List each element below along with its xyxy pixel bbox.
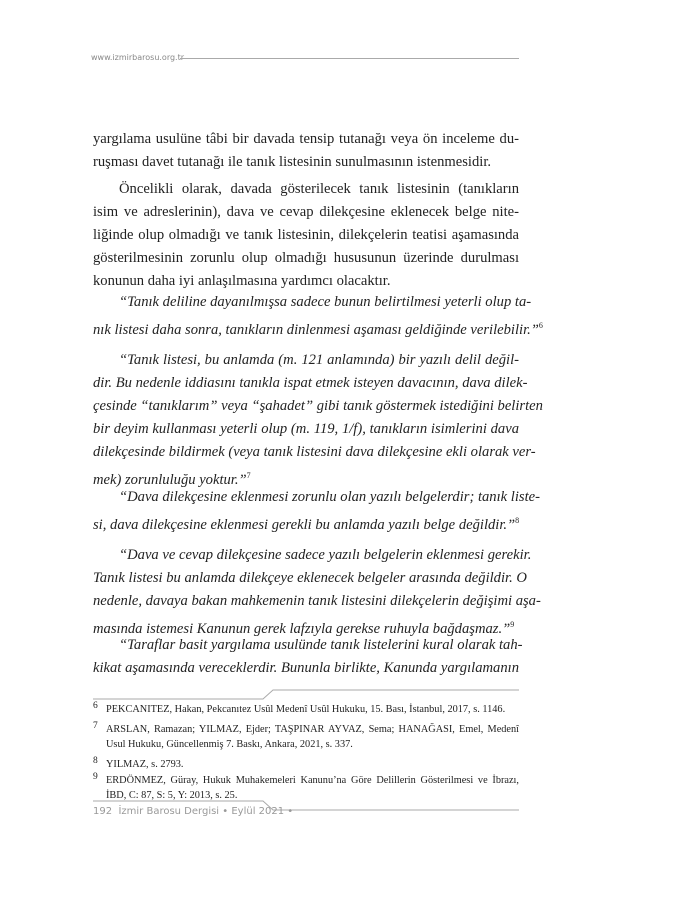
footnote-number: 7 xyxy=(93,721,98,731)
text-line xyxy=(93,372,528,395)
text-line xyxy=(93,418,519,441)
footnote-separator xyxy=(93,688,519,700)
text-line xyxy=(93,224,519,247)
text-line xyxy=(93,544,532,567)
text-line xyxy=(93,178,519,201)
text-line xyxy=(93,567,527,590)
line-text: “Dava ve cevap dilekçesine sadece yazılı belgelerin eklenmesi gerekir. xyxy=(119,547,532,563)
text-line xyxy=(93,128,519,151)
line-text: Öncelikli olarak, davada gösterilecek tanık listesinin (tanıkların xyxy=(119,181,519,197)
text-line xyxy=(93,486,540,509)
text-line xyxy=(93,247,519,270)
text-line xyxy=(93,464,519,487)
line-text: yargılama usulüne tâbi bir davada tensip tutanağı veya ön inceleme du- xyxy=(93,131,519,147)
paragraph xyxy=(93,634,523,680)
text-line xyxy=(93,441,536,464)
header-url: www.izmirbarosu.org.tr xyxy=(91,53,185,62)
line-text: “Tanık listesi, bu anlamda (m. 121 anlamında) bir yazılı delil değil- xyxy=(119,352,519,368)
footnote xyxy=(93,722,519,752)
footnote-ref[interactable]: 8 xyxy=(515,516,520,525)
paragraph xyxy=(93,486,540,533)
text-line xyxy=(93,634,523,657)
line-text: isim ve adreslerinin), dava ve cevap dilekçesine eklenecek belge nite- xyxy=(93,204,519,220)
line-text: nık listesi daha sonra, tanıkların dinlenmesi aşaması geldiğinde verilebilir.” xyxy=(93,321,539,338)
text-line xyxy=(93,314,543,338)
line-text: mek) zorunluluğu yoktur.” xyxy=(93,471,247,488)
footnote-number: 8 xyxy=(93,756,98,766)
text-line xyxy=(93,657,519,680)
line-text: dir. Bu nedenle iddiasını tanıkla ispat etmek isteyen davacının, dava dilek- xyxy=(93,375,528,391)
paragraph xyxy=(93,291,543,338)
line-text: dilekçesinde bildirmek (veya tanık listesini dava dilekçesine ekli olarak ver- xyxy=(93,444,536,460)
text-line xyxy=(93,395,543,418)
footnote-number: 6 xyxy=(93,701,98,711)
line-text: si, dava dilekçesine eklenmesi gerekli bu anlamda yazılı belge değildir.” xyxy=(93,516,516,533)
footnote xyxy=(93,757,519,772)
line-text: masında istemesi Kanunun gerek lafzıyla gerekse ruhuyla bağdaşmaz.” xyxy=(93,620,511,637)
line-text: “Dava dilekçesine eklenmesi zorunlu olan yazılı belgelerdir; tanık liste- xyxy=(119,489,540,505)
page-number: 192 xyxy=(93,806,113,817)
paragraph xyxy=(93,544,541,637)
footnote-text: YILMAZ, s. 2793. xyxy=(106,759,184,770)
text-line xyxy=(93,349,519,372)
text-line xyxy=(93,613,519,636)
line-text: “Taraflar basit yargılama usulünde tanık listelerini kural olarak tah- xyxy=(119,637,523,653)
line-text: bir deyim kullanması yeterli olup (m. 119, 1/f), tanıkların isimlerini dava xyxy=(93,421,519,437)
text-line xyxy=(93,291,532,314)
text-line xyxy=(93,590,541,613)
text-line xyxy=(93,509,519,532)
footnote-text: ARSLAN, Ramazan; YILMAZ, Ejder; TAŞPINAR AYVAZ, Sema; HANAĞASI, Emel, Medenî Usul Hukuku, Güncellenmiş 7. Baskı, Ankara, 2021, s. 337. xyxy=(106,724,519,750)
line-text: Tanık listesi bu anlamda dilekçeye eklenecek belgeler arasında değildir. O xyxy=(93,570,527,586)
paragraph xyxy=(93,349,543,488)
paragraph xyxy=(93,178,519,293)
text-line xyxy=(93,201,519,224)
text-line xyxy=(93,151,519,174)
footnote-ref[interactable]: 9 xyxy=(510,620,515,629)
footnote-number: 9 xyxy=(93,772,98,782)
paragraph xyxy=(93,128,519,174)
footnote xyxy=(93,773,519,803)
line-text: kikat aşamasında vereceklerdir. Bununla birlikte, Kanunda yargılamanın xyxy=(93,660,519,676)
footnote-text: PEKCANITEZ, Hakan, Pekcanıtez Usûl Medenî Usûl Hukuku, 15. Bası, İstanbul, 2017, s. 1146. xyxy=(106,704,506,715)
line-text: konunun daha iyi anlaşılmasına yardımcı olacaktır. xyxy=(93,273,391,289)
header-divider xyxy=(180,58,519,59)
line-text: nedenle, davaya bakan mahkemenin tanık listesini dilekçelerin değişimi aşa- xyxy=(93,593,541,609)
footnote xyxy=(93,702,519,717)
line-text: gösterilmesinin zorunlu olup olmadığı hususunun üzerinde durulması xyxy=(93,250,519,266)
line-text: “Tanık deliline dayanılmışsa sadece bunun belirtilmesi yeterli olup ta- xyxy=(119,294,532,310)
line-text: liğinde olup olmadığı ve tanık listesinin, dilekçelerin teatisi aşamasında xyxy=(93,227,519,243)
footnote-ref[interactable]: 7 xyxy=(246,471,251,480)
line-text: ruşması davet tutanağı ile tanık listesinin sunulmasının istenmesidir. xyxy=(93,154,492,170)
footnote-text: ERDÖNMEZ, Güray, Hukuk Muhakemeleri Kanunu’na Göre Delillerin Gösterilmesi ve İbrazı, İBD, C: 87, S: 5, Y: 2013, s. 25. xyxy=(106,775,519,801)
text-line xyxy=(93,270,519,293)
journal-name: İzmir Barosu Dergisi • Eylül 2021 • xyxy=(118,806,294,817)
footnote-ref[interactable]: 6 xyxy=(538,321,543,330)
line-text: çesinde “tanıklarım” veya “şahadet” gibi tanık göstermek istediğini belirten xyxy=(93,398,543,414)
footer xyxy=(93,806,293,817)
